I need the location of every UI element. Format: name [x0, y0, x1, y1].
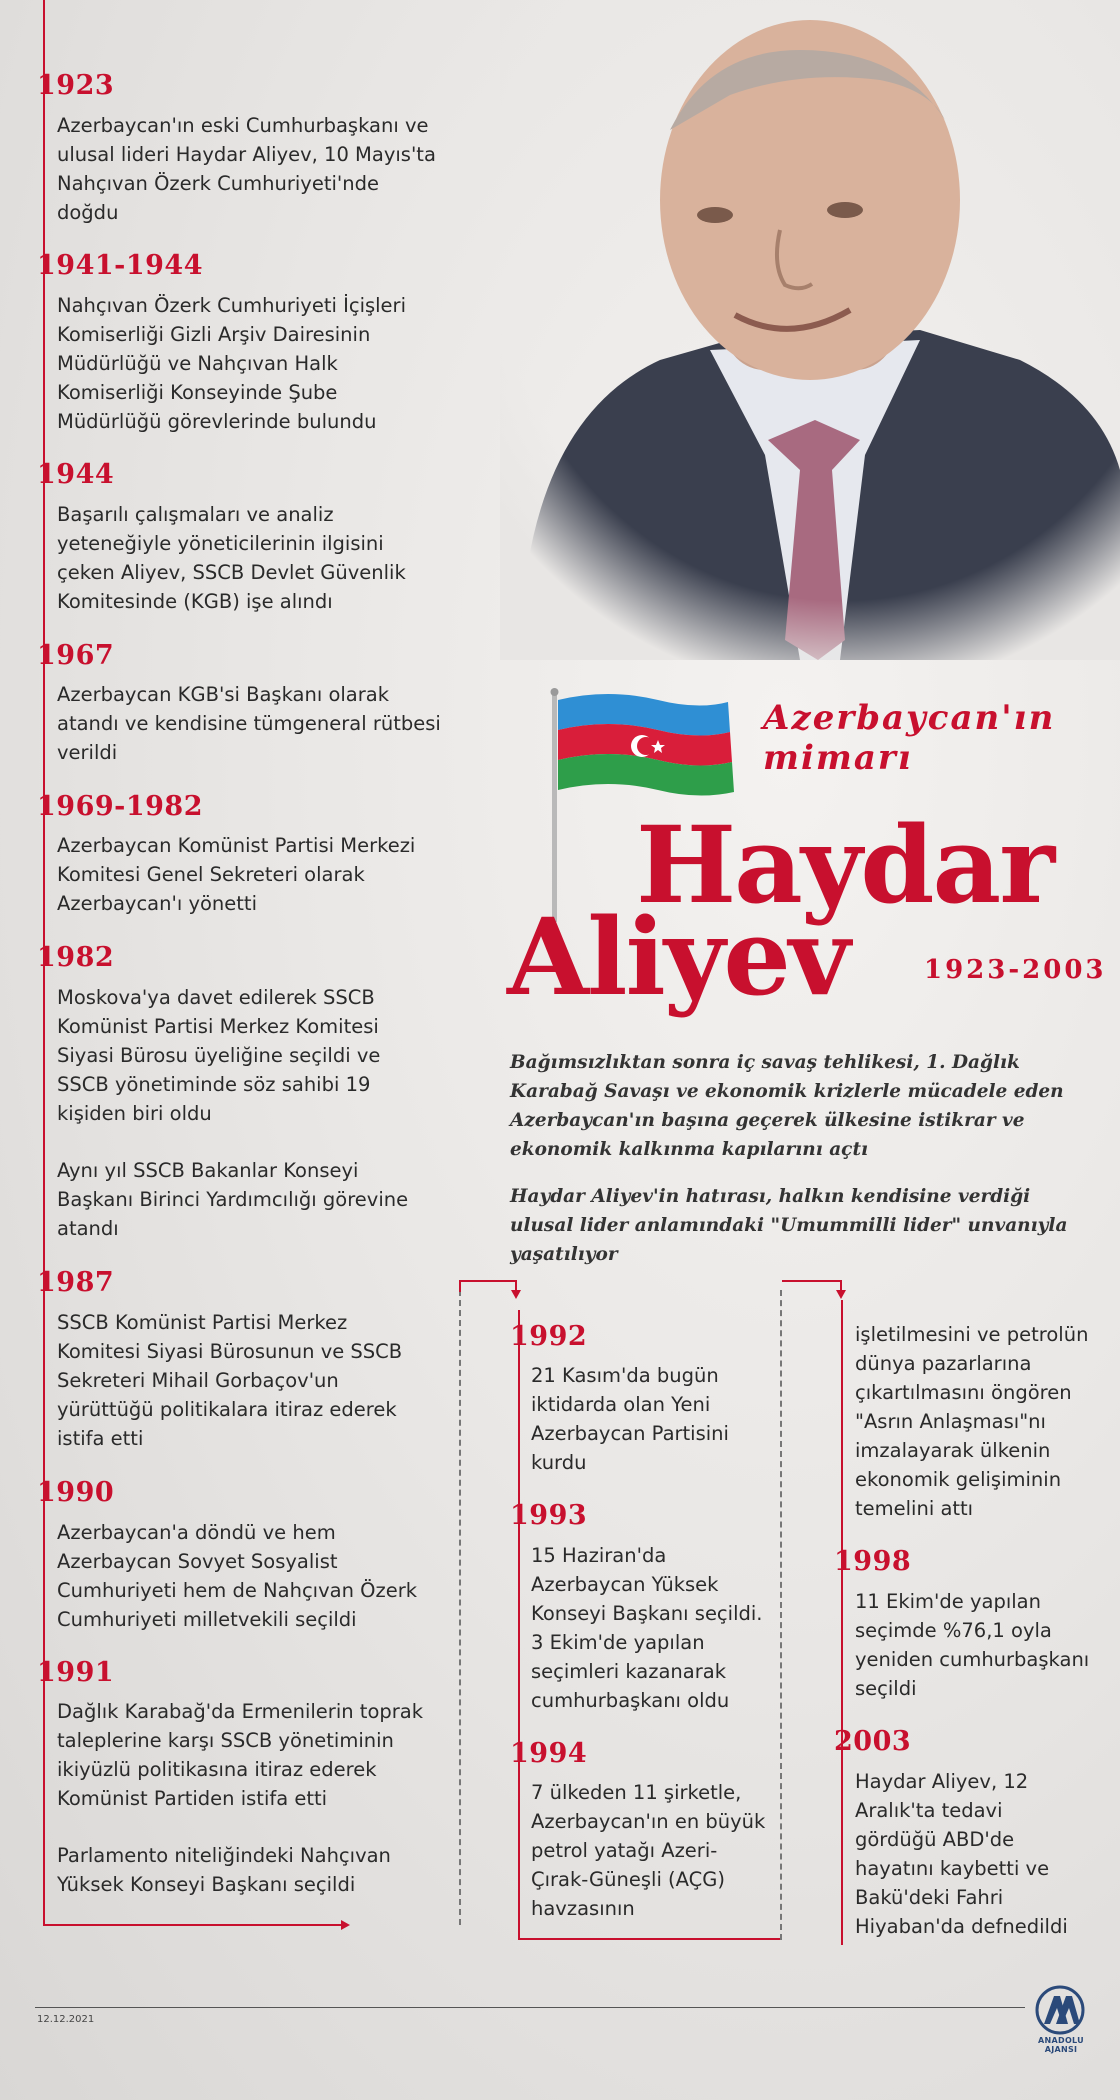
event-1987: SSCB Komünist Partisi Merkez Komitesi Siyasi Bürosunun ve SSCB Sekreteri Mihail Gorbaçov'un yürüttüğü politikalara itiraz ederek istifa etti [57, 1311, 403, 1450]
event-1923: Azerbaycan'ın eski Cumhurbaşkanı ve ulusal lideri Haydar Aliyev, 10 Mayıs'ta Nahçıvan Özerk Cumhuriyeti'nde doğdu [57, 114, 436, 224]
event-1969-1982: Azerbaycan Komünist Partisi Merkezi Komitesi Genel Sekreteri olarak Azerbaycan'ı yönetti [57, 834, 416, 915]
year-1923: 1923 [37, 70, 115, 101]
event-1944: Başarılı çalışmaları ve analiz yeteneğiyle yöneticilerinin ilgisini çeken Aliyev, SSCB Devlet Güvenlik Komitesinde (KGB) işe alındı [57, 503, 406, 613]
year-1998: 1998 [834, 1546, 912, 1577]
event-1993: 15 Haziran'da Azerbaycan Yüksek Konseyi Başkanı seçildi. 3 Ekim'de yapılan seçimleri kazanarak cumhurbaşkanı oldu [531, 1544, 763, 1712]
event-1967: Azerbaycan KGB'si Başkanı olarak atandı ve kendisine tümgeneral rütbesi verildi [57, 683, 441, 764]
connector-top-middle-left [459, 1280, 461, 1292]
event-2003: Haydar Aliyev, 12 Aralık'ta tedavi gördüğü ABD'de hayatını kaybetti ve Bakü'deki Fahri Hiyaban'da defnedildi [855, 1770, 1068, 1938]
year-1991: 1991 [37, 1657, 115, 1688]
event-1992: 21 Kasım'da bugün iktidarda olan Yeni Azerbaycan Partisini kurdu [531, 1364, 729, 1474]
year-1994: 1994 [510, 1738, 588, 1769]
dashed-connector [780, 1290, 782, 1940]
intro-paragraph-2: Haydar Aliyev'in hatırası, halkın kendisine verdiği ulusal lider anlamındaki "Umummilli lider" unvanıyla yaşatılıyor [510, 1186, 1068, 1265]
connector-top-middle [459, 1280, 517, 1282]
arrow-right-icon [341, 1920, 350, 1930]
agency-name: ANADOLU AJANSI [1038, 2036, 1084, 2054]
timeline-connector-corner [43, 1912, 45, 1926]
event-1982-b: Aynı yıl SSCB Bakanlar Konseyi Başkanı Birinci Yardımcılığı görevine atandı [57, 1159, 409, 1240]
subtitle: Azerbaycan'ın mimarı [763, 698, 1056, 778]
timeline-line-middle [518, 1310, 520, 1940]
anadolu-agency-logo-icon [1032, 1984, 1088, 2036]
portrait-image [500, 0, 1120, 660]
event-1994-continued: işletilmesini ve petrolün dünya pazarlarına çıkartılmasını öngören "Asrın Anlaşması"nı imzalayarak ülkenin ekonomik gelişiminin temelini attı [855, 1323, 1089, 1520]
footer-divider [35, 2007, 1025, 2008]
intro-paragraph-1: Bağımsızlıktan sonra iç savaş tehlikesi, 1. Dağlık Karabağ Savaşı ve ekonomik krizlerle mücadele eden Azerbaycan'ın başına geçerek ülkesine istikrar ve ekonomik kalkınma kapılarını açtı [510, 1052, 1064, 1160]
name-first: Haydar [636, 802, 1054, 927]
year-2003: 2003 [834, 1726, 912, 1757]
timeline-line-right [841, 1300, 843, 1945]
life-years: 1923-2003 [924, 955, 1107, 985]
year-1992: 1992 [510, 1321, 588, 1352]
event-1994: 7 ülkeden 11 şirketle, Azerbaycan'ın en büyük petrol yatağı Azeri-Çırak-Güneşli (AÇG) havzasının [531, 1781, 766, 1920]
arrow-down-icon [836, 1290, 846, 1299]
event-1998: 11 Ekim'de yapılan seçimde %76,1 oyla yeniden cumhurbaşkanı seçildi [855, 1590, 1090, 1700]
timeline-line-middle-bottom [518, 1938, 780, 1940]
name-last: Aliyev [507, 894, 849, 1019]
connector-top-right-right [840, 1280, 842, 1290]
event-1990: Azerbaycan'a döndü ve hem Azerbaycan Sovyet Sosyalist Cumhuriyeti hem de Nahçıvan Özerk Cumhuriyeti milletvekili seçildi [57, 1521, 418, 1631]
year-1969-1982: 1969-1982 [37, 791, 203, 822]
year-1993: 1993 [510, 1500, 588, 1531]
dashed-connector [459, 1290, 461, 1925]
year-1990: 1990 [37, 1477, 115, 1508]
event-1982-a: Moskova'ya davet edilerek SSCB Komünist Partisi Merkez Komitesi Siyasi Bürosu üyeliğine seçildi ve SSCB yönetiminde söz sahibi 19 kişiden biri oldu [57, 986, 381, 1125]
footer-date: 12.12.2021 [37, 2014, 95, 2025]
arrow-down-icon [511, 1290, 521, 1299]
year-1982: 1982 [37, 942, 115, 973]
connector-top-right [782, 1280, 842, 1282]
event-1991-b: Parlamento niteliğindeki Nahçıvan Yüksek Konseyi Başkanı seçildi [57, 1844, 391, 1896]
year-1987: 1987 [37, 1267, 115, 1298]
event-1941-1944: Nahçıvan Özerk Cumhuriyeti İçişleri Komiserliği Gizli Arşiv Dairesinin Müdürlüğü ve Nahçıvan Halk Komiserliği Konseyinde Şube Müdürlüğü görevlerinde bulundu [57, 294, 406, 433]
event-1991-a: Dağlık Karabağ'da Ermenilerin toprak taleplerine karşı SSCB yönetiminin ikiyüzlü politikasına itiraz ederek Komünist Partiden istifa etti [57, 1700, 424, 1810]
year-1944: 1944 [37, 459, 115, 490]
year-1941-1944: 1941-1944 [37, 250, 203, 281]
timeline-connector-bottom [43, 1924, 343, 1926]
connector-top-middle-right [515, 1280, 517, 1290]
year-1967: 1967 [37, 640, 115, 671]
